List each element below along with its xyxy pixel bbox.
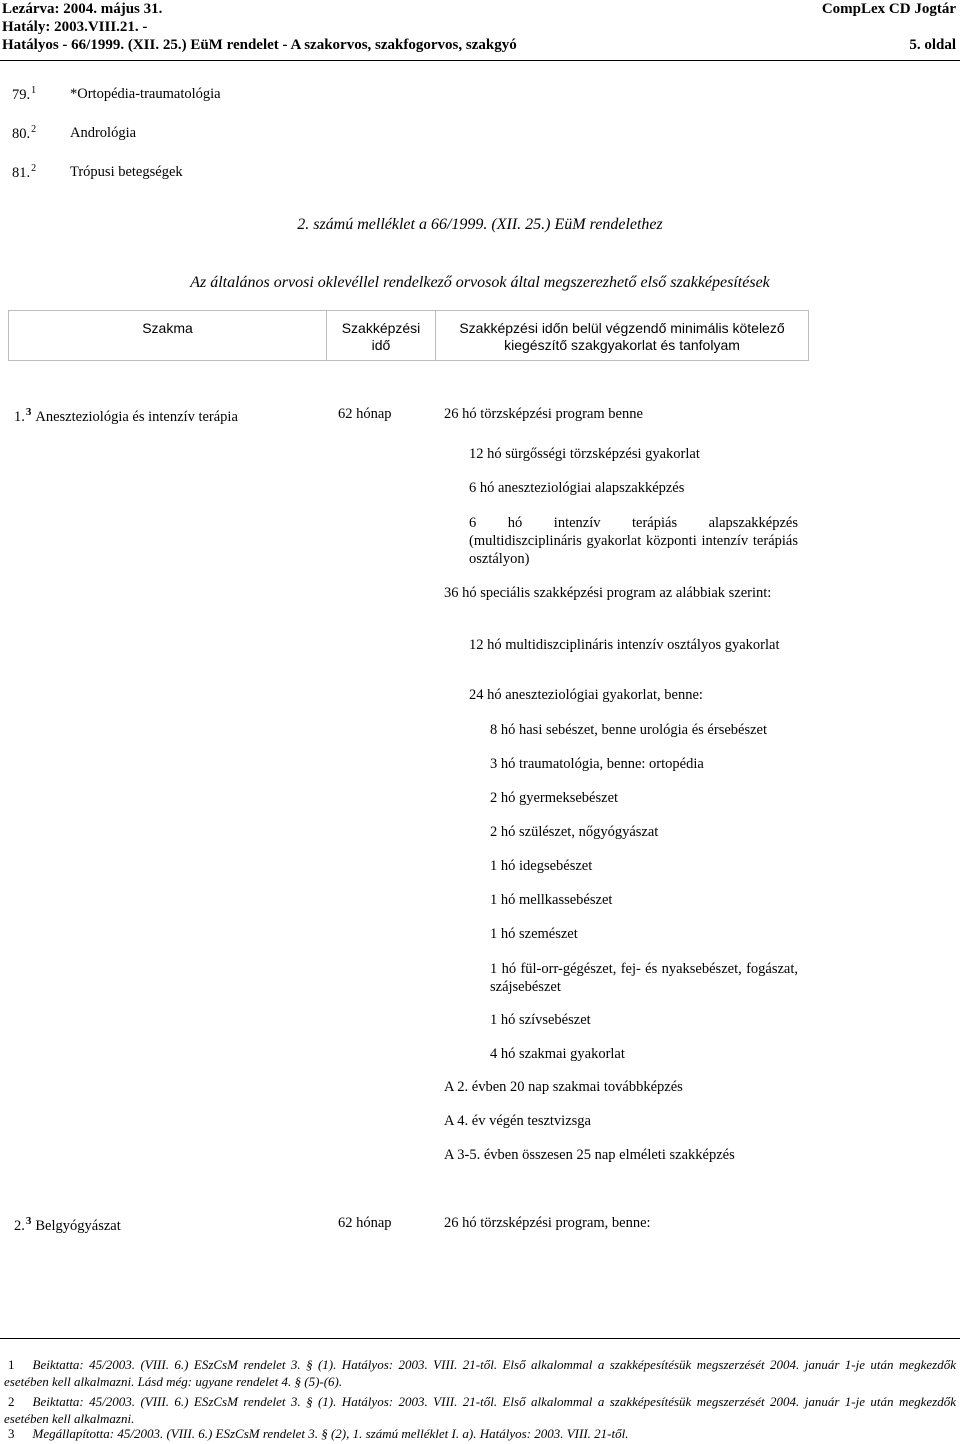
row-specialty: Aneszteziológia és intenzív terápia	[35, 409, 238, 425]
footnote	[4, 1356, 956, 1390]
list-item: 4 hó szakmai gyakorlat	[490, 1046, 625, 1062]
footnote-ref[interactable]: 3	[25, 1215, 32, 1227]
footnote-ref[interactable]: 2	[31, 124, 37, 135]
note-item: A 4. év végén tesztvizsga	[444, 1113, 591, 1129]
note-item: A 3-5. évben összesen 25 nap elméleti szakképzés	[444, 1147, 735, 1163]
list-item	[12, 165, 36, 182]
specialty-name	[14, 1215, 121, 1235]
col-header-profession	[9, 311, 327, 360]
footnote-number: 3	[8, 1426, 15, 1441]
footnote-ref[interactable]: 1	[31, 85, 37, 96]
list-item-number: 79.	[12, 87, 31, 103]
list-item: 3 hó traumatológia, benne: ortopédia	[490, 756, 704, 772]
header-closing-date: Lezárva: 2004. május 31.	[2, 1, 163, 17]
footnote-number: 2	[8, 1394, 15, 1409]
list-item-number: 80.	[12, 126, 31, 142]
specialty-name	[14, 406, 238, 426]
footnote-text: Beiktatta: 45/2003. (VIII. 6.) ESzCsM rendelet 3. § (1). Hatályos: 2003. VIII. 21-től. Első alkalommal a szakképesítésük megszerzését 2004. január 1-je után megkezdők esetében kell alkalmazni.	[4, 1394, 956, 1426]
footnote-text: Megállapította: 45/2003. (VIII. 6.) ESzCsM rendelet 3. § (2), 1. számú melléklet I. a). Hatályos: 2003. VIII. 21-től.	[32, 1426, 629, 1441]
list-item: 12 hó sürgősségi törzsképzési gyakorlat	[469, 446, 700, 462]
header-divider	[0, 60, 960, 61]
col-header-label: Szakma	[142, 320, 193, 336]
footnote-ref[interactable]: 2	[31, 163, 37, 174]
list-item: 1 hó szívsebészet	[490, 1012, 591, 1028]
special-program: 36 hó speciális szakképzési program az alábbiak szerint:	[444, 585, 772, 601]
list-item: 1 hó szemészet	[490, 926, 578, 942]
list-item-text: *Ortopédia-traumatológia	[70, 86, 221, 102]
list-item: 24 hó aneszteziológiai gyakorlat, benne:	[469, 687, 703, 703]
list-item: 2 hó szülészet, nőgyógyászat	[490, 824, 659, 840]
list-item	[12, 126, 36, 143]
list-item: 1 hó idegsebészet	[490, 858, 593, 874]
training-duration: 62 hónap	[338, 406, 392, 422]
header-document-title: Hatályos - 66/1999. (XII. 25.) EüM rendelet - A szakorvos, szakfogorvos, szakgyó	[2, 37, 517, 53]
header-page-number: 5. oldal	[909, 37, 956, 53]
list-item	[12, 87, 36, 104]
list-item: 1 hó mellkassebészet	[490, 892, 613, 908]
list-item: 8 hó hasi sebészet, benne urológia és érsebészet	[490, 722, 768, 738]
col-header-label: kiegészítő szakgyakorlat és tanfolyam	[504, 337, 740, 353]
col-header-label: Szakképzési	[341, 320, 421, 336]
annex-title: 2. számú melléklet a 66/1999. (XII. 25.) EüM rendelethez	[297, 216, 663, 233]
col-header-label: idő	[371, 337, 391, 353]
core-program: 26 hó törzsképzési program, benne:	[444, 1215, 651, 1231]
row-number: 2.	[14, 1218, 25, 1234]
header-effective-date: Hatály: 2003.VIII.21. -	[2, 19, 148, 35]
col-header-label: Szakképzési időn belül végzendő minimális kötelező	[459, 320, 785, 336]
list-item-text: Trópusi betegségek	[70, 164, 183, 180]
footnote-ref[interactable]: 3	[25, 406, 32, 418]
training-duration: 62 hónap	[338, 1215, 392, 1231]
list-item: 1 hó fül-orr-gégészet, fej- és nyaksebészet, fogászat, szájsebészet	[490, 961, 798, 995]
footnote	[4, 1425, 956, 1442]
header-app-name: CompLex CD Jogtár	[821, 1, 956, 17]
list-item: 6 hó intenzív terápiás alapszakképzés (multidiszciplináris gyakorlat központi intenzív terápiás osztályon)	[469, 515, 798, 567]
list-item: 12 hó multidiszciplináris intenzív osztályos gyakorlat	[469, 637, 780, 653]
footnote-text: Beiktatta: 45/2003. (VIII. 6.) ESzCsM rendelet 3. § (1). Hatályos: 2003. VIII. 21-től. Első alkalommal a szakképesítésük megszerzését 2004. január 1-je után megkezdők esetében kell alkalmazni. Lásd még: ugyane rendelet 4. § (5)-(6).	[4, 1357, 956, 1389]
list-item: 2 hó gyermeksebészet	[490, 790, 619, 806]
col-header-requirements	[436, 311, 808, 360]
footnote-number: 1	[8, 1357, 15, 1372]
footnote	[4, 1393, 956, 1427]
annex-subtitle: Az általános orvosi oklevéllel rendelkező orvosok által megszerezhető első szakképesítések	[190, 274, 770, 291]
list-item-text: Andrológia	[70, 125, 137, 141]
list-item-number: 81.	[12, 165, 31, 181]
core-program: 26 hó törzsképzési program benne	[444, 406, 643, 422]
col-header-training-time	[327, 311, 436, 360]
footnote-divider	[0, 1338, 960, 1339]
qualification-table-header	[8, 310, 809, 361]
row-number: 1.	[14, 409, 25, 425]
list-item: 6 hó aneszteziológiai alapszakképzés	[469, 480, 685, 496]
note-item: A 2. évben 20 nap szakmai továbbképzés	[444, 1079, 683, 1095]
row-specialty: Belgyógyászat	[35, 1218, 121, 1234]
